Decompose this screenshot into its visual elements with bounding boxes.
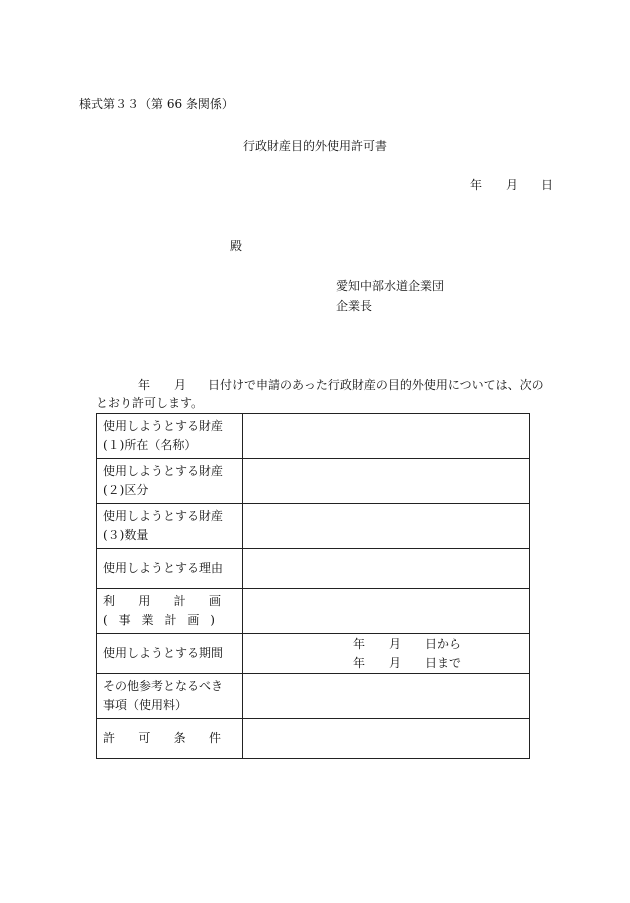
- value-usage-plan: [243, 589, 530, 634]
- table-row: [97, 589, 530, 634]
- label-line: (２)区分: [103, 483, 149, 497]
- intro-year: 年: [138, 378, 151, 392]
- condition-char: 条: [173, 731, 186, 745]
- intro-month: 月: [174, 378, 187, 392]
- period-to-day: 日まで: [425, 655, 462, 670]
- plan-char: 画: [208, 594, 221, 608]
- row-label-other-notes: [97, 674, 243, 719]
- date-month-label: 月: [506, 178, 519, 192]
- value-period: [243, 634, 530, 674]
- label-line: (１)所在（名称）: [103, 438, 197, 452]
- date-year-label: 年: [470, 178, 483, 192]
- value-permit-conditions: [243, 719, 530, 759]
- intro-line1-text: 日付けで申請のあった行政財産の目的外使用については、次の: [208, 378, 544, 392]
- plan-char: 業: [141, 613, 154, 627]
- table-row: [97, 504, 530, 549]
- issuer-organization: 愛知中部水道企業団: [336, 279, 445, 293]
- table-row: [97, 414, 530, 459]
- issuer-position: 企業長: [336, 299, 373, 313]
- period-to-month: 月: [389, 655, 402, 670]
- label-line: 事項（使用料）: [103, 698, 188, 712]
- row-label-category: [97, 459, 243, 504]
- intro-paragraph: [96, 374, 546, 414]
- table-row: [97, 459, 530, 504]
- table-row: [97, 719, 530, 759]
- condition-char: 件: [208, 731, 221, 745]
- row-label-reason: 使用しようとする理由: [97, 549, 243, 589]
- plan-char: 利: [103, 594, 116, 608]
- recipient-honorific: 殿: [230, 239, 243, 253]
- document-title: 行政財産目的外使用許可書: [242, 139, 387, 153]
- table-row: [97, 634, 530, 674]
- row-label-location: [97, 414, 243, 459]
- value-reason: [243, 549, 530, 589]
- value-other-notes: [243, 674, 530, 719]
- value-quantity: [243, 504, 530, 549]
- plan-char: 画: [187, 613, 200, 627]
- label-line: 使用しようとする財産: [103, 419, 224, 433]
- table-row: [97, 674, 530, 719]
- plan-char: 計: [173, 594, 186, 608]
- label-line: (３)数量: [103, 528, 149, 542]
- value-category: [243, 459, 530, 504]
- condition-char: 可: [138, 731, 151, 745]
- row-label-permit-conditions: [97, 719, 243, 759]
- row-label-usage-plan: [97, 589, 243, 634]
- plan-char: 事: [118, 613, 131, 627]
- condition-char: 許: [103, 731, 116, 745]
- plan-char: ): [210, 613, 215, 627]
- period-from-day: 日から: [425, 636, 462, 651]
- permit-table: [96, 413, 530, 759]
- period-to: [243, 654, 529, 673]
- period-from: [243, 635, 529, 654]
- period-to-year: 年: [353, 655, 366, 670]
- table-row: [97, 549, 530, 589]
- period-from-year: 年: [353, 636, 366, 651]
- plan-char: 用: [138, 594, 151, 608]
- label-line: その他参考となるべき: [103, 679, 224, 693]
- period-from-month: 月: [389, 636, 402, 651]
- row-label-period: 使用しようとする期間: [97, 634, 243, 674]
- date-day-label: 日: [541, 178, 554, 192]
- label-line: 使用しようとする財産: [103, 509, 224, 523]
- intro-line2: とおり許可します。: [96, 396, 204, 410]
- label-line: 使用しようとする財産: [103, 464, 224, 478]
- plan-char: (: [103, 613, 108, 627]
- plan-char: 計: [164, 613, 177, 627]
- value-location: [243, 414, 530, 459]
- row-label-quantity: [97, 504, 243, 549]
- form-number: 様式第３３（第 66 条関係）: [79, 97, 234, 111]
